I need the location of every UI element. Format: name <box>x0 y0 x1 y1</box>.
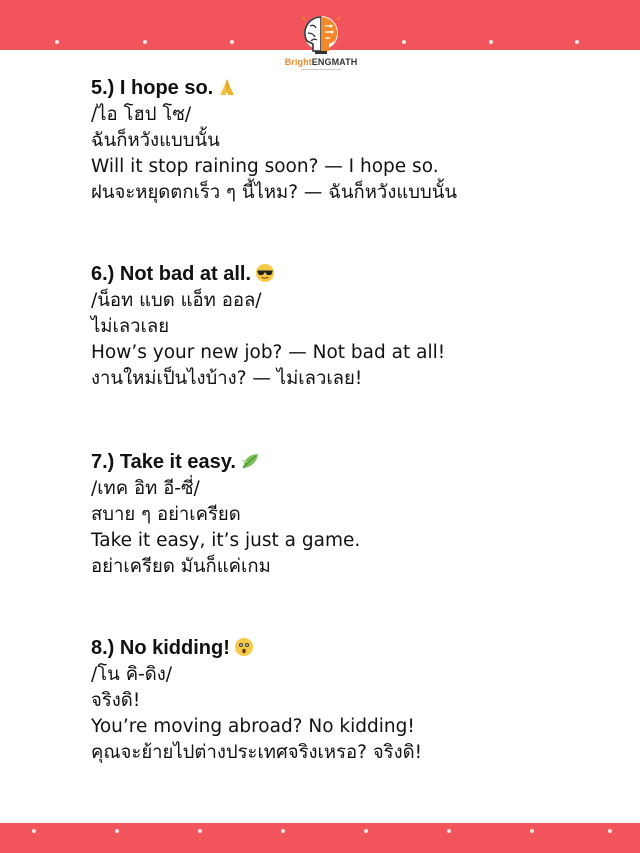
example-thai: งานใหม่เป็นไงบ้าง? — ไม่เลวเลย! <box>91 368 363 389</box>
phrase-pronunciation: /เทค อิท อี-ซี่/ <box>91 478 200 499</box>
banner-dot <box>530 829 534 833</box>
banner-dot <box>489 40 493 44</box>
bottom-banner <box>0 823 640 853</box>
banner-dot <box>230 40 234 44</box>
sunglasses-face-icon <box>255 263 275 283</box>
banner-dot <box>402 40 406 44</box>
banner-dot <box>115 829 119 833</box>
phrase-section <box>91 74 611 206</box>
phrase-title: 5.) I hope so. <box>91 77 214 99</box>
phrase-section <box>91 260 611 392</box>
phrase-meaning: จริงดิ! <box>91 690 141 711</box>
brand-name-part1: Bright <box>284 57 312 67</box>
phrase-meaning: ฉันก็หวังแบบนั้น <box>91 130 220 151</box>
phrase-meaning: สบาย ๆ อย่าเครียด <box>91 504 241 525</box>
phrase-heading <box>91 260 611 288</box>
phrase-heading <box>91 448 611 476</box>
banner-dot <box>198 829 202 833</box>
example-thai: อย่าเครียด มันก็แค่เกม <box>91 556 271 577</box>
brand-name-part2: ENGMATH <box>311 57 358 67</box>
brand-underline <box>301 69 341 70</box>
banner-dot <box>32 829 36 833</box>
brand-logo <box>277 14 365 74</box>
phrase-pronunciation: /ไอ โฮป โซ/ <box>91 104 192 125</box>
phrase-heading <box>91 634 611 662</box>
banner-dot <box>575 40 579 44</box>
banner-dot <box>447 829 451 833</box>
phrase-title: 7.) Take it easy. <box>91 451 236 473</box>
example-english: How’s your new job? — Not bad at all! <box>91 342 446 363</box>
phrase-pronunciation: /น็อท แบด แอ็ท ออล/ <box>91 290 262 311</box>
brand-name <box>277 57 365 67</box>
banner-dot <box>55 40 59 44</box>
banner-dot <box>281 829 285 833</box>
example-thai: ฝนจะหยุดตกเร็ว ๆ นี้ไหม? — ฉันก็หวังแบบนั้น <box>91 182 458 203</box>
phrase-section <box>91 634 611 766</box>
brain-lightbulb-icon <box>301 14 341 56</box>
astonished-face-icon <box>234 637 254 657</box>
phrase-heading <box>91 74 611 102</box>
leaf-fluttering-icon <box>240 451 260 471</box>
example-english: Will it stop raining soon? — I hope so. <box>91 156 439 177</box>
banner-dot <box>608 829 612 833</box>
example-english: You’re moving abroad? No kidding! <box>91 716 415 737</box>
phrase-title: 6.) Not bad at all. <box>91 263 252 285</box>
praying-hands-icon <box>217 77 237 97</box>
banner-dot <box>364 829 368 833</box>
example-thai: คุณจะย้ายไปต่างประเทศจริงเหรอ? จริงดิ! <box>91 742 423 763</box>
example-english: Take it easy, it’s just a game. <box>91 530 361 551</box>
banner-dot <box>143 40 147 44</box>
phrase-section <box>91 448 611 580</box>
phrase-pronunciation: /โน คิ-ดิง/ <box>91 664 173 685</box>
phrase-meaning: ไม่เลวเลย <box>91 316 170 337</box>
phrase-title: 8.) No kidding! <box>91 637 230 659</box>
